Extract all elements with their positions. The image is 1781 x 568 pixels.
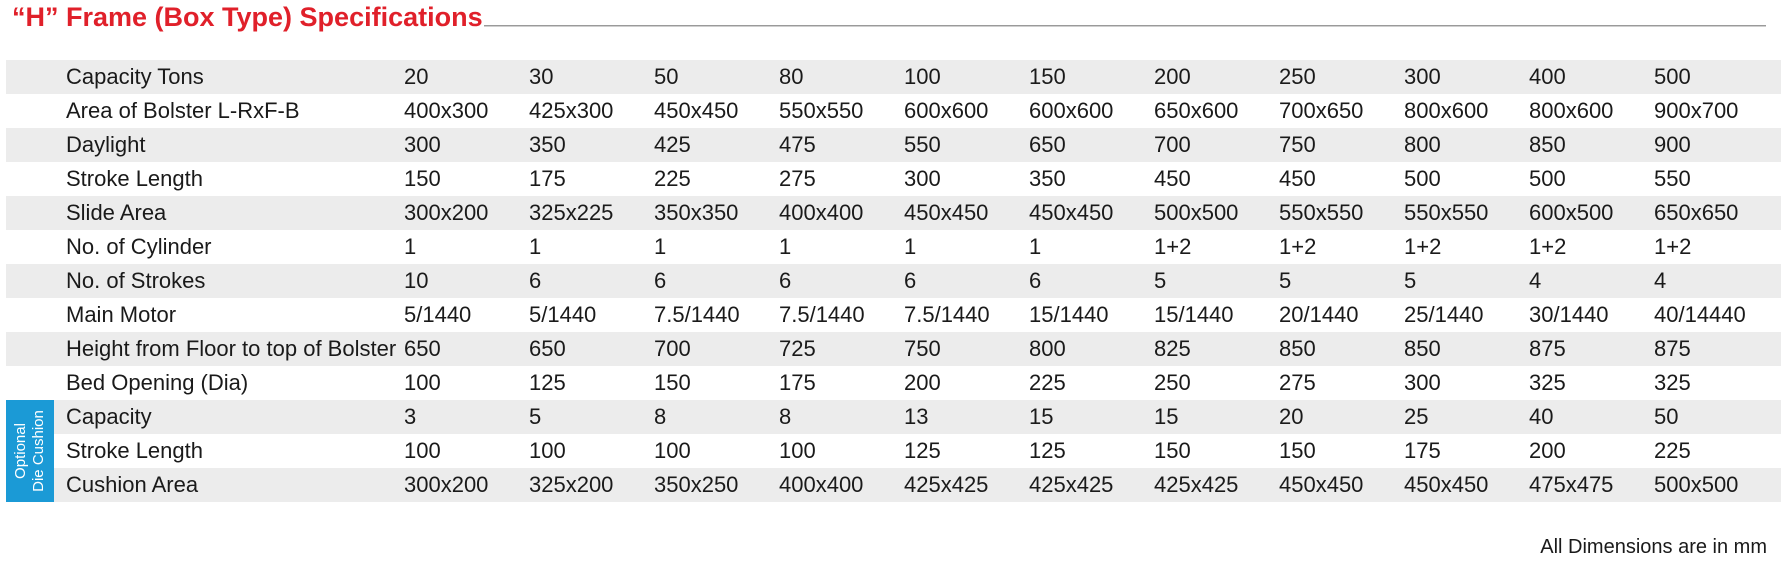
table-row xyxy=(6,434,1781,468)
table-cell: 125 xyxy=(904,438,941,463)
table-cell: 20 xyxy=(404,64,429,89)
table-cell: 425x425 xyxy=(1029,472,1114,497)
table-cell: 550 xyxy=(1654,166,1691,191)
table-cell: 825 xyxy=(1154,336,1191,361)
table-cell: 1+2 xyxy=(1654,234,1692,259)
table-cell: 450x450 xyxy=(654,98,739,123)
table-cell: 350x350 xyxy=(654,200,739,225)
table-cell: 225 xyxy=(654,166,691,191)
table-cell: 750 xyxy=(904,336,941,361)
table-cell: 100 xyxy=(654,438,691,463)
table-cell: 650 xyxy=(404,336,441,361)
table-cell: 1 xyxy=(529,234,542,259)
table-row xyxy=(6,60,1781,94)
table-row xyxy=(6,264,1781,298)
table-cell: 150 xyxy=(1154,438,1191,463)
table-cell: 200 xyxy=(1154,64,1191,89)
table-cell: 875 xyxy=(1529,336,1566,361)
table-cell: 8 xyxy=(654,404,667,429)
dimensions-footnote: All Dimensions are in mm xyxy=(1540,536,1767,558)
table-cell: 150 xyxy=(1029,64,1066,89)
table-cell: 25 xyxy=(1404,404,1429,429)
table-cell: 6 xyxy=(529,268,542,293)
table-row xyxy=(6,162,1781,196)
table-cell: 400x400 xyxy=(779,472,864,497)
table-cell: 850 xyxy=(1279,336,1316,361)
table-cell: 500x500 xyxy=(1154,200,1239,225)
table-cell: 425 xyxy=(654,132,691,157)
table-cell: 5 xyxy=(1404,268,1417,293)
table-cell: 500 xyxy=(1654,64,1691,89)
table-cell: 1+2 xyxy=(1279,234,1317,259)
table-cell: 325 xyxy=(1529,370,1566,395)
table-row xyxy=(6,468,1781,502)
table-cell: 125 xyxy=(1029,438,1066,463)
row-label: Stroke Length xyxy=(66,438,203,463)
row-label: Stroke Length xyxy=(66,166,203,191)
table-cell: 350 xyxy=(529,132,566,157)
table-cell: 100 xyxy=(529,438,566,463)
table-cell: 6 xyxy=(904,268,917,293)
table-cell: 425x425 xyxy=(1154,472,1239,497)
table-cell: 425x425 xyxy=(904,472,989,497)
table-cell: 300 xyxy=(904,166,941,191)
table-cell: 700x650 xyxy=(1279,98,1364,123)
table-cell: 300x200 xyxy=(404,472,489,497)
row-label: Height from Floor to top of Bolster xyxy=(66,336,397,361)
table-cell: 50 xyxy=(654,64,679,89)
table-cell: 550x550 xyxy=(1404,200,1489,225)
table-cell: 4 xyxy=(1654,268,1667,293)
table-cell: 800x600 xyxy=(1529,98,1614,123)
table-cell: 1 xyxy=(904,234,917,259)
table-cell: 6 xyxy=(1029,268,1042,293)
table-row xyxy=(6,230,1781,264)
table-cell: 5/1440 xyxy=(404,302,472,327)
table-cell: 800x600 xyxy=(1404,98,1489,123)
table-cell: 325x200 xyxy=(529,472,614,497)
table-cell: 5 xyxy=(1154,268,1167,293)
table-cell: 4 xyxy=(1529,268,1542,293)
table-cell: 725 xyxy=(779,336,816,361)
table-cell: 475 xyxy=(779,132,816,157)
table-cell: 450x450 xyxy=(904,200,989,225)
table-cell: 650 xyxy=(1029,132,1066,157)
table-row xyxy=(6,94,1781,128)
row-label: No. of Strokes xyxy=(66,268,206,293)
table-cell: 175 xyxy=(779,370,816,395)
table-cell: 5 xyxy=(1279,268,1292,293)
table-cell: 800 xyxy=(1029,336,1066,361)
table-cell: 650x650 xyxy=(1654,200,1739,225)
table-cell: 175 xyxy=(529,166,566,191)
table-cell: 20/1440 xyxy=(1279,302,1359,327)
table-cell: 350x250 xyxy=(654,472,739,497)
table-cell: 400 xyxy=(1529,64,1566,89)
table-cell: 15/1440 xyxy=(1154,302,1234,327)
table-cell: 500 xyxy=(1529,166,1566,191)
table-cell: 300 xyxy=(1404,64,1441,89)
table-cell: 450 xyxy=(1279,166,1316,191)
table-cell: 1 xyxy=(404,234,417,259)
table-cell: 200 xyxy=(904,370,941,395)
table-cell: 150 xyxy=(1279,438,1316,463)
table-cell: 7.5/1440 xyxy=(779,302,865,327)
table-cell: 7.5/1440 xyxy=(904,302,990,327)
table-cell: 500 xyxy=(1404,166,1441,191)
table-cell: 850 xyxy=(1404,336,1441,361)
row-label: Bed Opening (Dia) xyxy=(66,370,249,395)
row-label: No. of Cylinder xyxy=(66,234,212,259)
row-label: Slide Area xyxy=(66,200,167,225)
table-row xyxy=(6,196,1781,230)
table-cell: 900 xyxy=(1654,132,1691,157)
table-cell: 450x450 xyxy=(1029,200,1114,225)
table-cell: 600x500 xyxy=(1529,200,1614,225)
table-cell: 40 xyxy=(1529,404,1554,429)
table-cell: 100 xyxy=(779,438,816,463)
table-row xyxy=(6,298,1781,332)
table-cell: 650x600 xyxy=(1154,98,1239,123)
table-cell: 8 xyxy=(779,404,792,429)
table-cell: 100 xyxy=(904,64,941,89)
row-label: Capacity xyxy=(66,404,152,429)
table-cell: 3 xyxy=(404,404,417,429)
table-cell: 150 xyxy=(654,370,691,395)
table-cell: 6 xyxy=(654,268,667,293)
table-cell: 100 xyxy=(404,370,441,395)
page-title: “H” Frame (Box Type) Specifications xyxy=(12,2,483,32)
table-cell: 1+2 xyxy=(1404,234,1442,259)
table-cell: 40/14440 xyxy=(1654,302,1746,327)
table-cell: 500x500 xyxy=(1654,472,1739,497)
table-cell: 450x450 xyxy=(1279,472,1364,497)
table-cell: 1 xyxy=(654,234,667,259)
table-cell: 7.5/1440 xyxy=(654,302,740,327)
table-cell: 300x200 xyxy=(404,200,489,225)
specifications-table xyxy=(6,60,1781,502)
row-label: Capacity Tons xyxy=(66,64,204,89)
table-cell: 550 xyxy=(904,132,941,157)
table-cell: 175 xyxy=(1404,438,1441,463)
table-cell: 300 xyxy=(404,132,441,157)
table-cell: 5/1440 xyxy=(529,302,597,327)
table-cell: 15 xyxy=(1029,404,1054,429)
table-cell: 400x400 xyxy=(779,200,864,225)
table-cell: 650 xyxy=(529,336,566,361)
table-cell: 50 xyxy=(1654,404,1679,429)
table-cell: 250 xyxy=(1279,64,1316,89)
table-cell: 30/1440 xyxy=(1529,302,1609,327)
table-cell: 200 xyxy=(1529,438,1566,463)
row-label: Main Motor xyxy=(66,302,177,327)
table-cell: 475x475 xyxy=(1529,472,1614,497)
table-cell: 13 xyxy=(904,404,929,429)
table-cell: 550x550 xyxy=(1279,200,1364,225)
table-cell: 600x600 xyxy=(904,98,989,123)
table-cell: 10 xyxy=(404,268,429,293)
table-cell: 275 xyxy=(1279,370,1316,395)
table-cell: 800 xyxy=(1404,132,1441,157)
table-cell: 225 xyxy=(1654,438,1691,463)
table-cell: 1+2 xyxy=(1154,234,1192,259)
table-cell: 325x225 xyxy=(529,200,614,225)
table-row xyxy=(6,128,1781,162)
table-cell: 80 xyxy=(779,64,804,89)
table-cell: 100 xyxy=(404,438,441,463)
table-cell: 550x550 xyxy=(779,98,864,123)
table-cell: 600x600 xyxy=(1029,98,1114,123)
table-cell: 6 xyxy=(779,268,792,293)
row-label: Area of Bolster L-RxF-B xyxy=(66,98,300,123)
table-cell: 5 xyxy=(529,404,542,429)
table-row xyxy=(6,400,1781,434)
table-cell: 30 xyxy=(529,64,554,89)
table-cell: 1 xyxy=(1029,234,1042,259)
table-cell: 350 xyxy=(1029,166,1066,191)
table-cell: 850 xyxy=(1529,132,1566,157)
table-cell: 15 xyxy=(1154,404,1179,429)
table-cell: 700 xyxy=(1154,132,1191,157)
table-row xyxy=(6,332,1781,366)
row-label: Daylight xyxy=(66,132,146,157)
table-cell: 1+2 xyxy=(1529,234,1567,259)
table-row xyxy=(6,366,1781,400)
table-cell: 700 xyxy=(654,336,691,361)
table-cell: 20 xyxy=(1279,404,1304,429)
table-cell: 450x450 xyxy=(1404,472,1489,497)
table-cell: 450 xyxy=(1154,166,1191,191)
table-cell: 900x700 xyxy=(1654,98,1739,123)
title-divider xyxy=(484,25,1766,27)
table-cell: 225 xyxy=(1029,370,1066,395)
table-cell: 425x300 xyxy=(529,98,614,123)
cushion-tag-line2: Die Cushion xyxy=(30,410,47,492)
table-cell: 25/1440 xyxy=(1404,302,1484,327)
table-cell: 300 xyxy=(1404,370,1441,395)
table-cell: 125 xyxy=(529,370,566,395)
table-cell: 400x300 xyxy=(404,98,489,123)
table-cell: 250 xyxy=(1154,370,1191,395)
table-cell: 750 xyxy=(1279,132,1316,157)
table-cell: 275 xyxy=(779,166,816,191)
row-label: Cushion Area xyxy=(66,472,199,497)
optional-die-cushion-tag xyxy=(6,400,54,502)
table-cell: 325 xyxy=(1654,370,1691,395)
table-cell: 875 xyxy=(1654,336,1691,361)
cushion-tag-line1: Optional xyxy=(12,423,29,479)
table-cell: 15/1440 xyxy=(1029,302,1109,327)
table-cell: 150 xyxy=(404,166,441,191)
table-cell: 1 xyxy=(779,234,792,259)
